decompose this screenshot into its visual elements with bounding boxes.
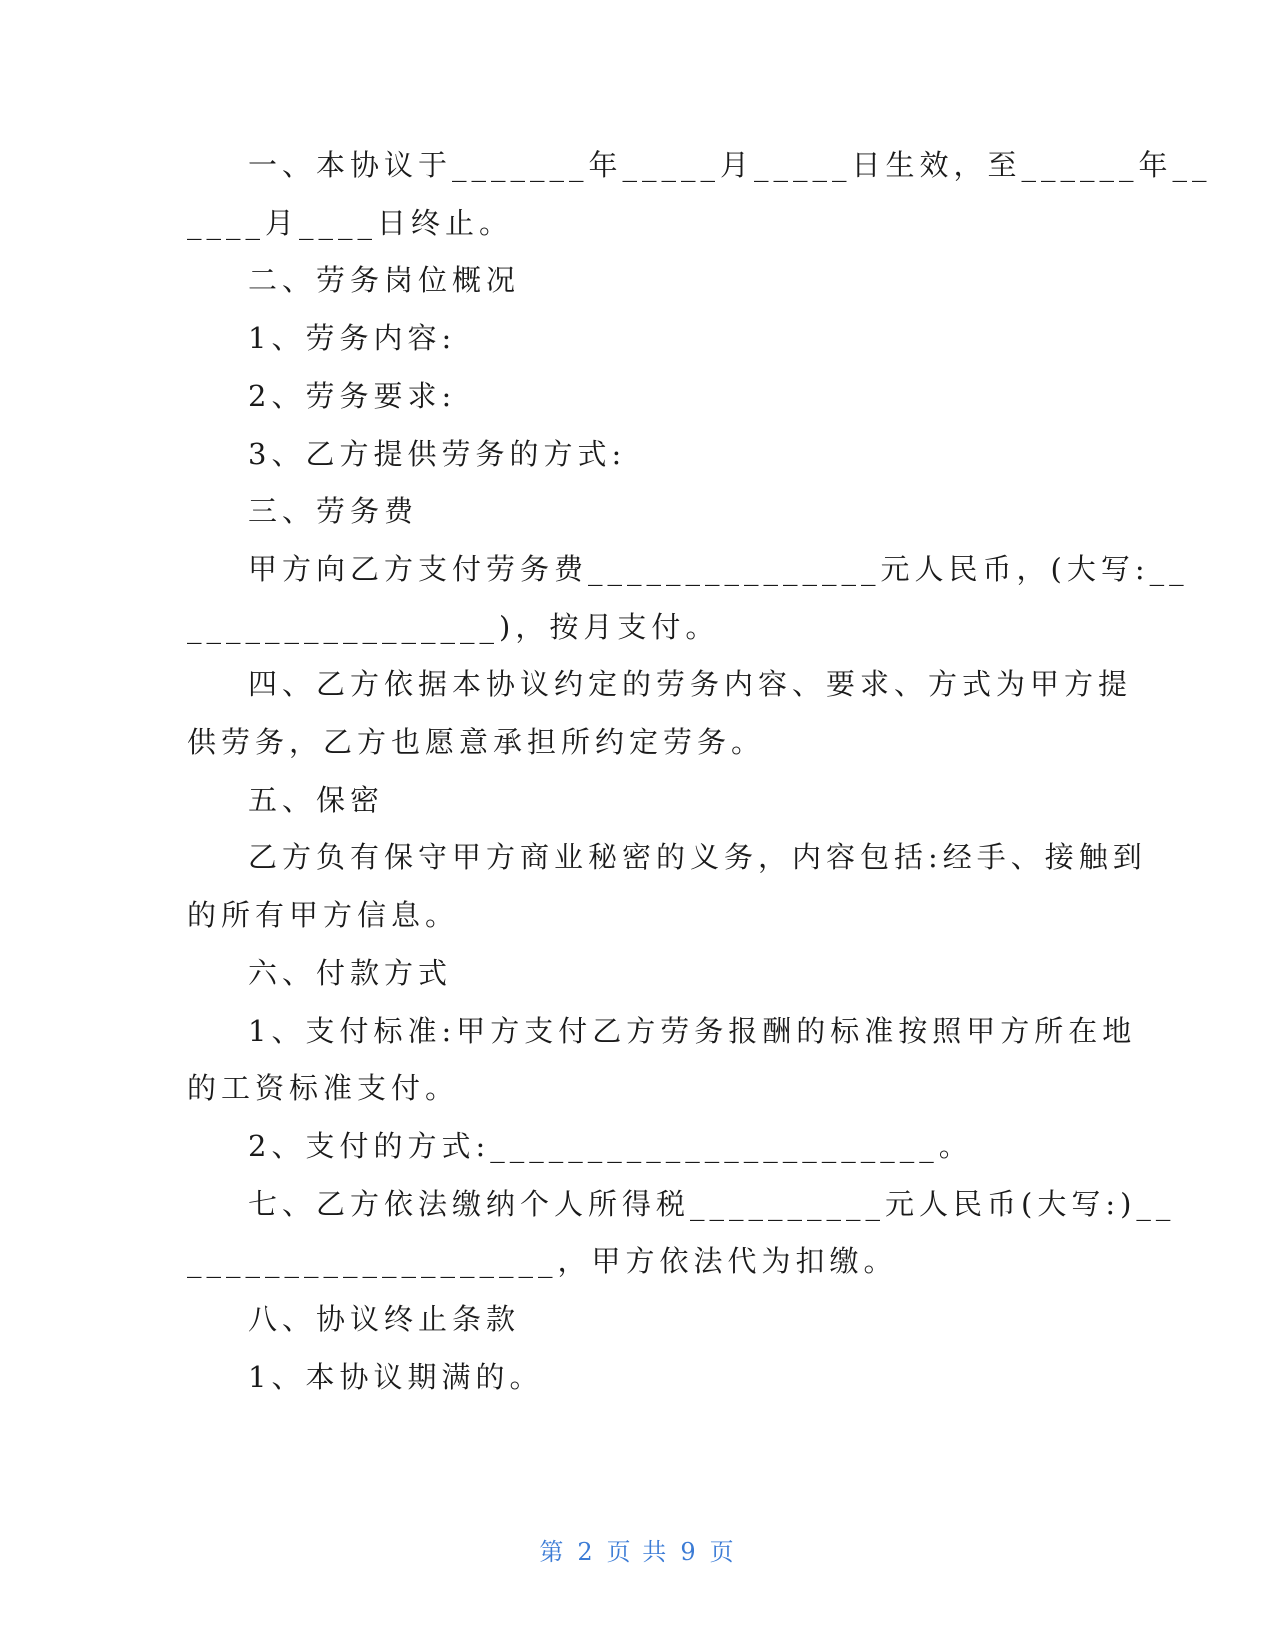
labor-content-item: 1、劳务内容: — [248, 321, 457, 355]
footer-middle: 页 共 — [606, 1538, 669, 1566]
confidentiality-paragraph-cont: 的所有甲方信息。 — [187, 898, 460, 932]
section-2-heading: 二、劳务岗位概况 — [248, 263, 521, 297]
labor-fee-paragraph: 甲方向乙方支付劳务费_______________元人民币，(大写:__ — [248, 552, 1189, 586]
section-6-heading: 六、付款方式 — [248, 956, 453, 990]
section-8-heading: 八、协议终止条款 — [248, 1302, 521, 1336]
confidentiality-paragraph: 乙方负有保守甲方商业秘密的义务，内容包括:经手、接触到 — [248, 840, 1147, 874]
payment-standard-item-cont: 的工资标准支付。 — [187, 1071, 460, 1105]
payment-method-item: 2、支付的方式:_______________________。 — [248, 1129, 973, 1163]
clause-1-end-date: ____月____日终止。 — [187, 206, 514, 240]
clause-1-effective-date: 一、本协议于_______年_____月_____日生效，至______年__ — [248, 148, 1212, 182]
page-number-footer — [0, 1535, 1275, 1569]
termination-item-1: 1、本协议期满的。 — [248, 1360, 544, 1394]
section-5-heading: 五、保密 — [248, 783, 385, 817]
labor-requirement-item: 2、劳务要求: — [248, 379, 457, 413]
section-4-paragraph: 四、乙方依据本协议约定的劳务内容、要求、方式为甲方提 — [248, 667, 1133, 701]
section-7-paragraph-cont: ___________________，甲方依法代为扣缴。 — [187, 1244, 898, 1278]
section-3-heading: 三、劳务费 — [248, 494, 419, 528]
section-7-paragraph: 七、乙方依法缴纳个人所得税__________元人民币(大写:)__ — [248, 1187, 1176, 1221]
section-4-paragraph-cont: 供劳务，乙方也愿意承担所约定劳务。 — [187, 725, 766, 759]
total-page-number: 9 — [680, 1538, 698, 1566]
labor-method-item: 3、乙方提供劳务的方式: — [248, 437, 627, 471]
footer-suffix: 页 — [709, 1538, 736, 1566]
labor-fee-paragraph-cont: ________________)，按月支付。 — [187, 610, 720, 644]
current-page-number: 2 — [577, 1538, 595, 1566]
footer-prefix: 第 — [539, 1538, 566, 1566]
payment-standard-item: 1、支付标准:甲方支付乙方劳务报酬的标准按照甲方所在地 — [248, 1014, 1137, 1048]
